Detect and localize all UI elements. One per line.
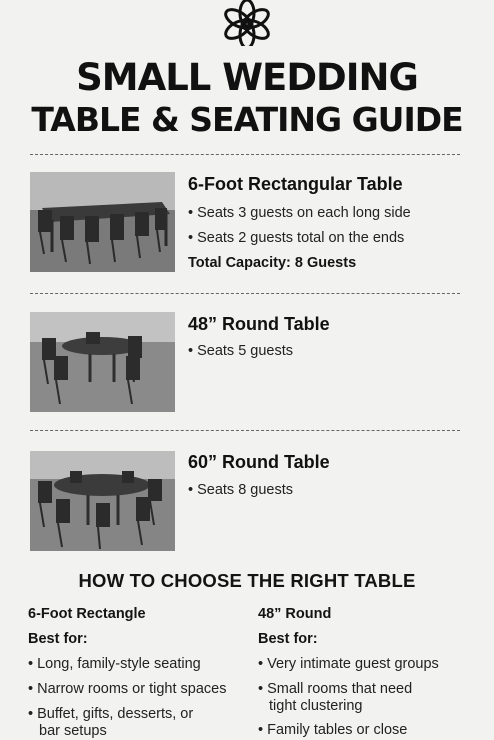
round-48-bullet-1: • Seats 5 guests bbox=[188, 343, 294, 359]
round-48-table-title: 48” Round Table bbox=[188, 314, 330, 334]
list-item: • Very intimate guest groups bbox=[258, 656, 439, 672]
round-48-table-photo bbox=[30, 312, 175, 412]
list-item: • Narrow rooms or tight spaces bbox=[28, 681, 227, 697]
rectangular-table-photo bbox=[30, 172, 175, 272]
list-item: • Small rooms that need bbox=[258, 681, 413, 697]
round-60-table-title: 60” Round Table bbox=[188, 452, 330, 472]
rectangular-total-capacity: Total Capacity: 8 Guests bbox=[188, 255, 357, 271]
page-title-line1: SMALL WEDDING bbox=[76, 56, 418, 99]
list-item: • Buffet, gifts, desserts, or bbox=[28, 706, 194, 722]
column-round-title: 48” Round bbox=[258, 606, 332, 622]
section-divider bbox=[30, 293, 460, 294]
list-item: tight clustering bbox=[269, 698, 363, 714]
round-60-table-photo bbox=[30, 451, 175, 551]
rectangular-bullet-1: • Seats 3 guests on each long side bbox=[188, 205, 411, 221]
rectangular-table-title: 6-Foot Rectangular Table bbox=[188, 174, 403, 194]
column-rectangle-title: 6-Foot Rectangle bbox=[28, 606, 146, 622]
round-60-bullet-1: • Seats 8 guests bbox=[188, 482, 294, 498]
column-round-best-for: Best for: bbox=[258, 631, 318, 647]
list-item: bar setups bbox=[39, 723, 107, 739]
column-rectangle-best-for: Best for: bbox=[28, 631, 88, 647]
page-title-line2: TABLE & SEATING GUIDE bbox=[31, 100, 463, 139]
section-divider bbox=[30, 154, 460, 155]
list-item: • Long, family-style seating bbox=[28, 656, 201, 672]
rectangular-bullet-2: • Seats 2 guests total on the ends bbox=[188, 230, 405, 246]
choose-heading: HOW TO CHOOSE THE RIGHT TABLE bbox=[78, 570, 416, 591]
flower-icon bbox=[212, 0, 282, 46]
list-item: • Family tables or close bbox=[258, 722, 408, 738]
section-divider bbox=[30, 430, 460, 431]
